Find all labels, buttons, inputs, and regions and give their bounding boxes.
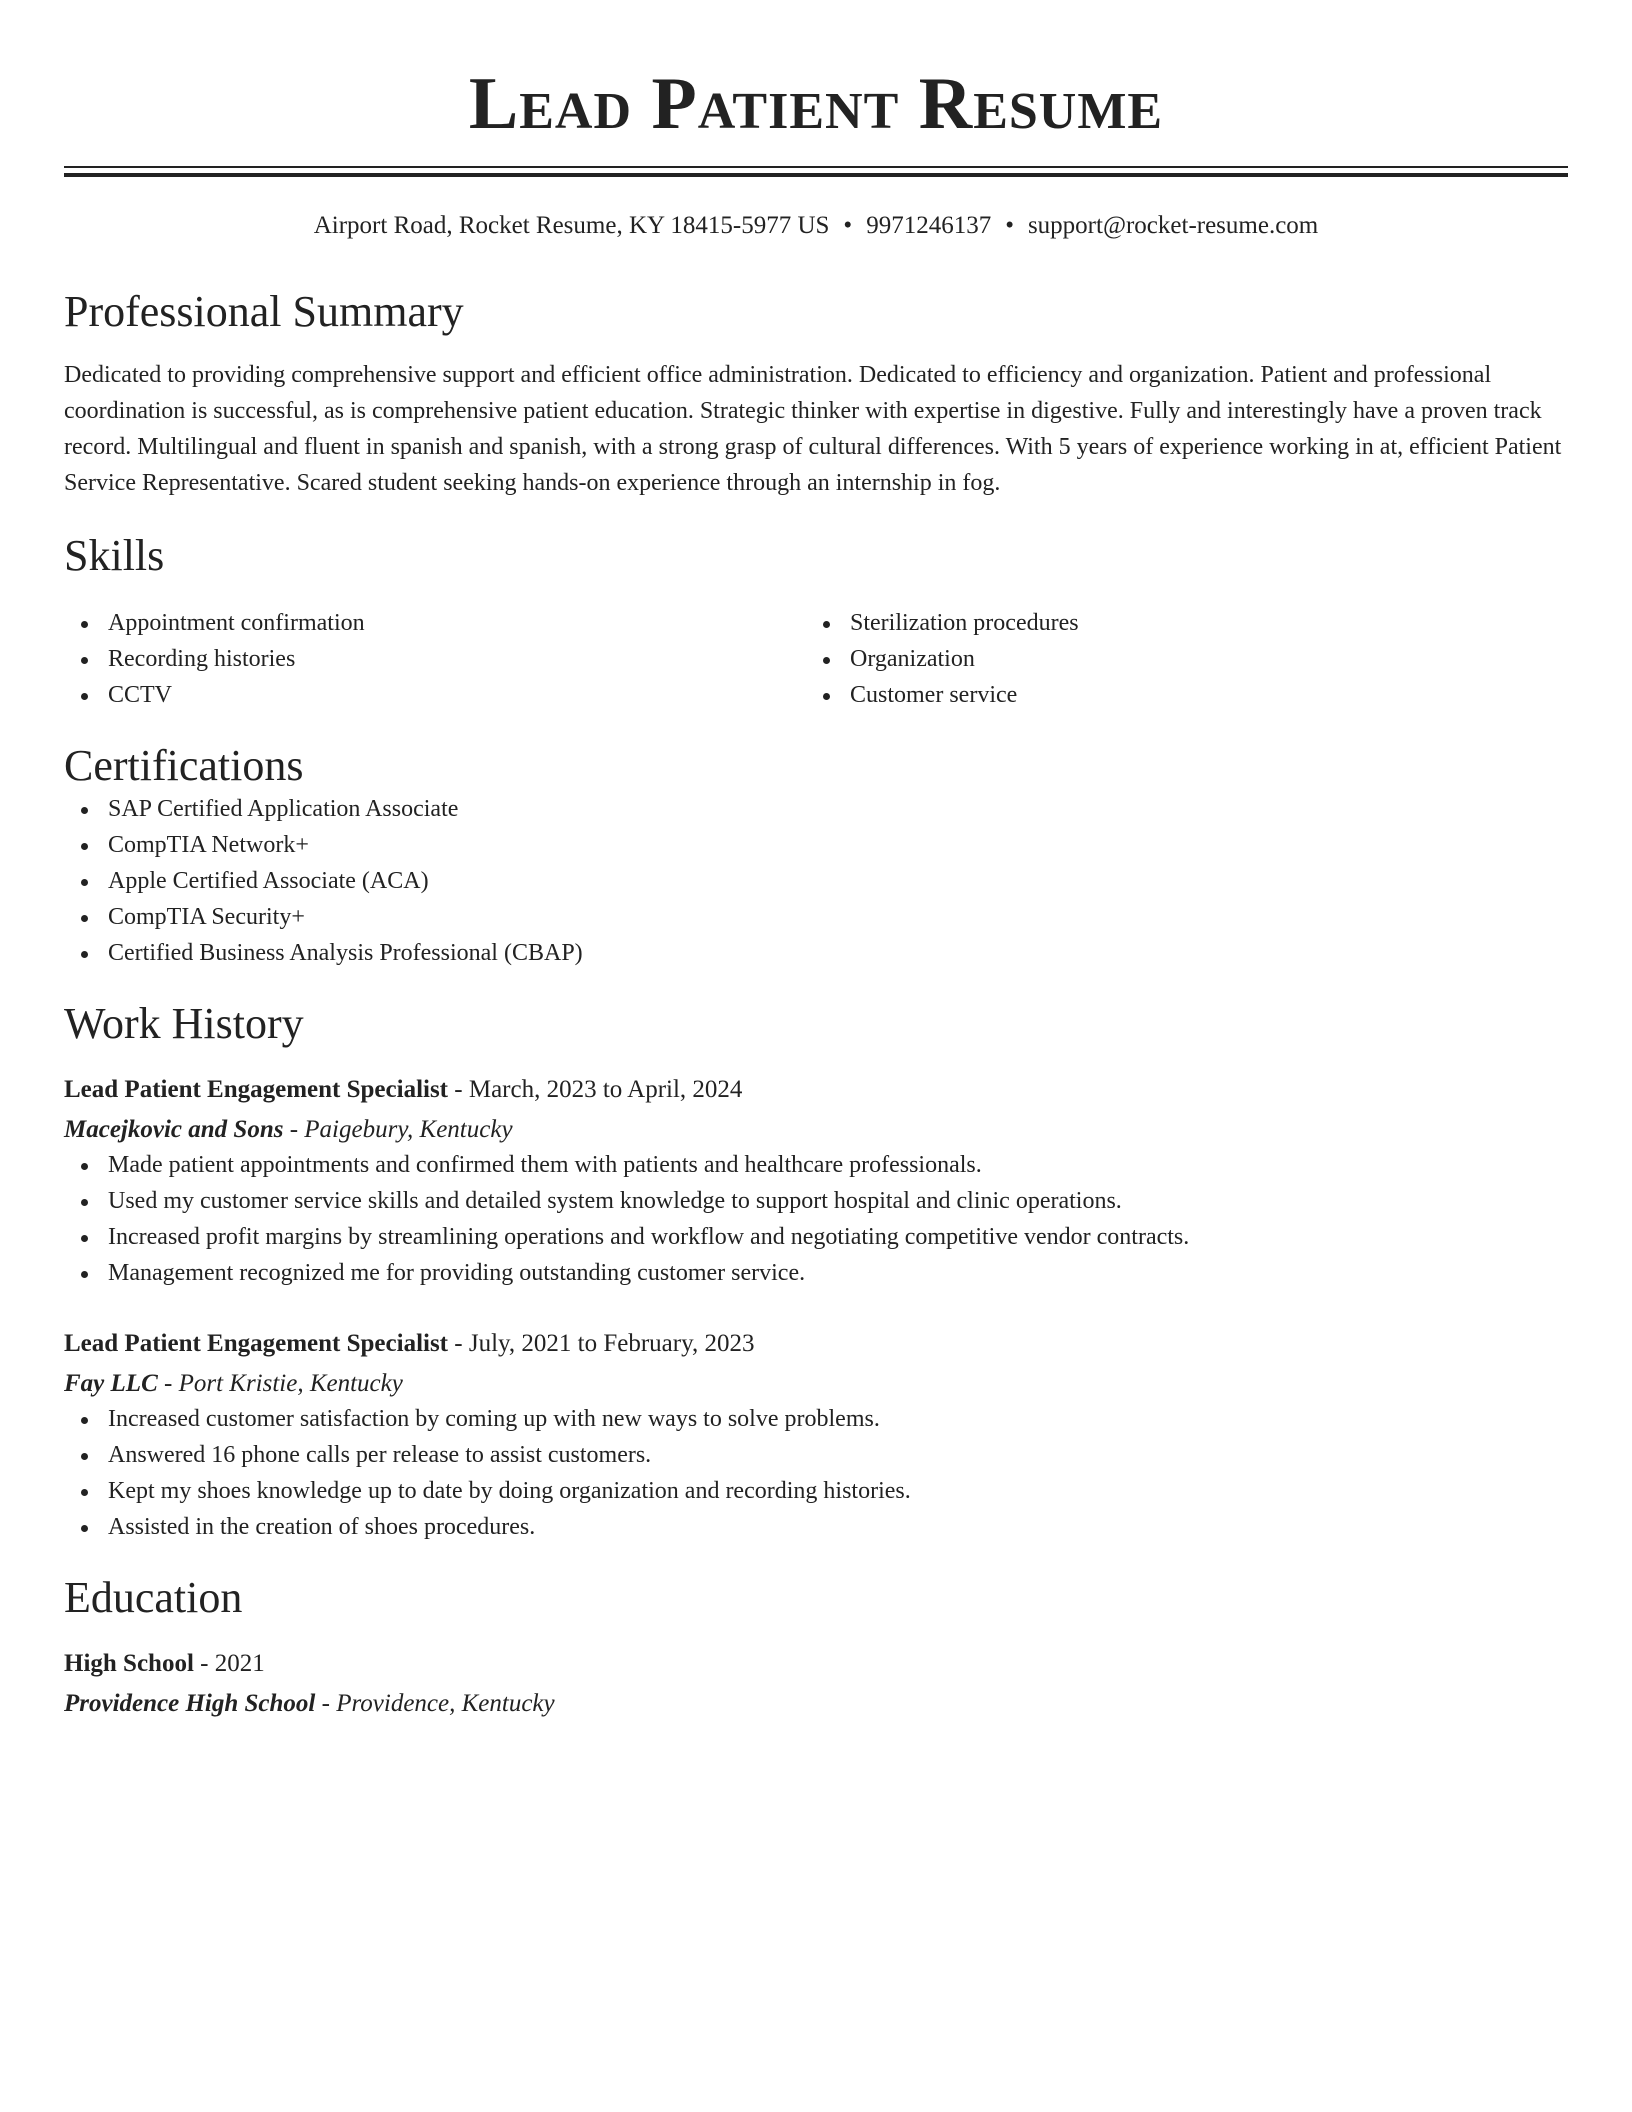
dash: - [157,1370,179,1397]
skills-column-left [64,605,806,713]
dash: - [315,1690,337,1717]
education-heading: Education [64,1573,243,1622]
skill-item: Recording histories [64,641,806,677]
job-employer [64,1367,1568,1401]
job-location: Port Kristie, Kentucky [178,1370,403,1397]
certification-item: Apple Certified Associate (ACA) [64,863,1568,899]
job-dates: March, 2023 to April, 2024 [468,1076,743,1103]
job-duty: Increased profit margins by streamlining operations and workflow and negotiating competitive vendor contracts. [64,1219,1568,1255]
job-employer [64,1113,1568,1147]
resume-page [64,0,1568,1721]
job-duty: Management recognized me for providing outstanding customer service. [64,1255,1568,1291]
certification-item: SAP Certified Application Associate [64,791,1568,827]
skill-item: Customer service [806,677,1548,713]
dash: - [283,1116,305,1143]
resume-title: Lead Patient Resume [468,63,1164,145]
education-school-line [64,1687,1568,1721]
certification-item: CompTIA Network+ [64,827,1568,863]
job-header [64,1327,1568,1361]
skill-item: Sterilization procedures [806,605,1548,641]
certification-item: Certified Business Analysis Professional (CBAP) [64,935,1568,971]
skill-item: Organization [806,641,1548,677]
title-divider [64,166,1568,177]
skill-item: Appointment confirmation [64,605,806,641]
contact-separator: • [843,212,853,239]
contact-address: Airport Road, Rocket Resume, KY 18415-5977 US [313,212,830,239]
job-duty: Assisted in the creation of shoes procedures. [64,1509,1568,1545]
job-duty: Increased customer satisfaction by coming up with new ways to solve problems. [64,1401,1568,1437]
summary-text: Dedicated to providing comprehensive support and efficient office administration. Dedicated to efficiency and organization. Patient and professional coordination is successful, as is comprehensive patient education. Strategic thinker with expertise in digestive. Fully and interestingly have a proven track record. Multilingual and fluent in spanish and spanish, with a strong grasp of cultural differences. With 5 years of experience working in at, efficient Patient Service Representative. Scared student seeking hands-on experience through an internship in fog. [64,362,1562,496]
certification-item: CompTIA Security+ [64,899,1568,935]
skill-item: CCTV [64,677,806,713]
job-header [64,1073,1568,1107]
skills-columns [64,605,1568,713]
contact-separator: • [1005,212,1014,239]
certifications-heading: Certifications [64,741,304,790]
job-dates: July, 2021 to February, 2023 [468,1330,755,1357]
dash: - [448,1330,469,1357]
skills-list-left [64,605,806,713]
dash: - [448,1076,469,1103]
work-history-heading: Work History [64,999,304,1048]
skills-heading: Skills [64,531,165,580]
certifications-list [64,791,1568,971]
education-header [64,1647,1568,1681]
dash: - [193,1650,215,1677]
job-location: Paigebury, Kentucky [304,1116,513,1143]
skills-list-right [806,605,1548,713]
contact-email: support@rocket-resume.com [1027,212,1319,239]
job-entry [64,1327,1568,1545]
contact-phone: 9971246137 [866,212,992,239]
summary-heading: Professional Summary [64,287,464,336]
job-duty: Answered 16 phone calls per release to assist customers. [64,1437,1568,1473]
job-duties-list [64,1401,1568,1545]
job-title: Lead Patient Engagement Specialist [64,1076,449,1103]
education-school: Providence High School [64,1690,316,1717]
contact-line [64,211,1568,241]
job-company: Fay LLC [64,1370,158,1397]
job-duty: Kept my shoes knowledge up to date by doing organization and recording histories. [64,1473,1568,1509]
job-title: Lead Patient Engagement Specialist [64,1330,449,1357]
job-duty: Made patient appointments and confirmed them with patients and healthcare professionals. [64,1147,1568,1183]
job-company: Macejkovic and Sons [64,1116,284,1143]
job-entry [64,1073,1568,1291]
job-duties-list [64,1147,1568,1291]
skills-column-right [806,605,1548,713]
education-location: Providence, Kentucky [336,1690,555,1717]
education-year: 2021 [214,1650,265,1677]
education-degree: High School [64,1650,194,1677]
job-duty: Used my customer service skills and detailed system knowledge to support hospital and clinic operations. [64,1183,1568,1219]
